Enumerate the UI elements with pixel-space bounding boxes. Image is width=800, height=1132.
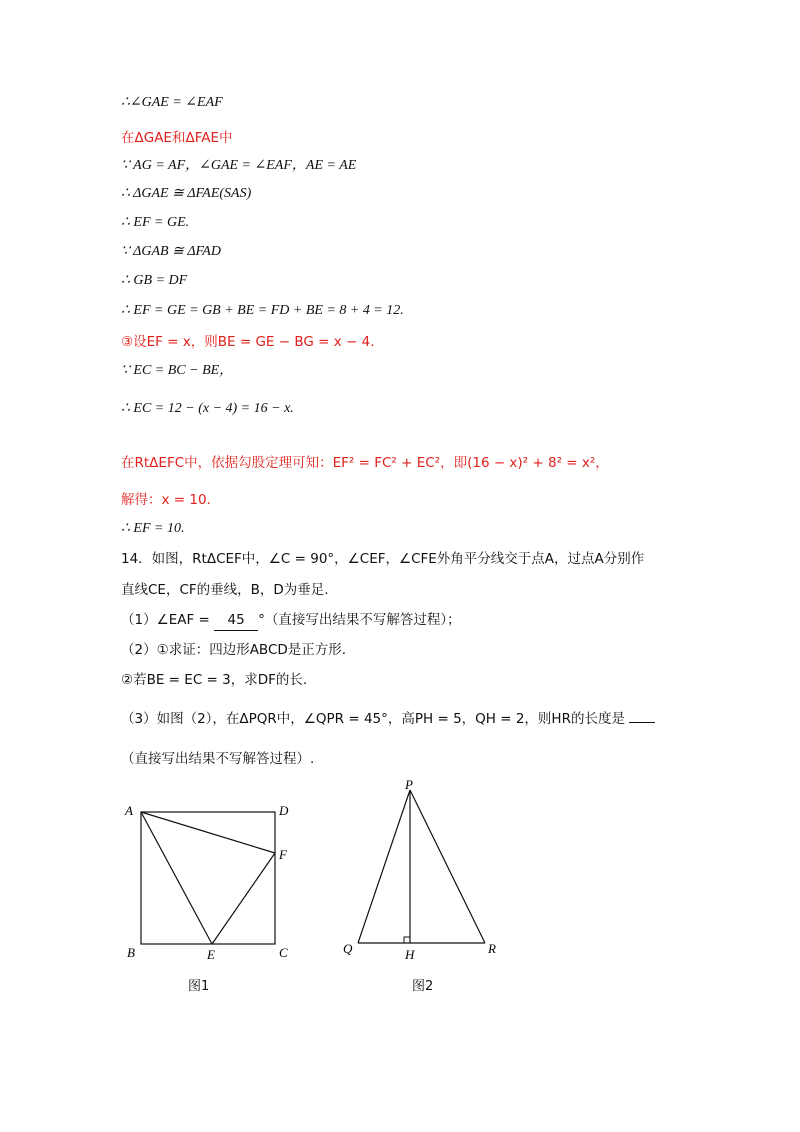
line-12: 在RtΔEFC中，依据勾股定理可知：EF² = FC² + EC²，即(16 − x)² + 8² = x²， <box>121 455 609 471</box>
segment-pq <box>358 790 410 943</box>
segment-ae <box>141 812 212 944</box>
figure-2 <box>335 775 515 965</box>
line-4: ∴ ΔGAE ≅ ΔFAE(SAS) <box>121 186 252 201</box>
line-11: ∴ EC = 12 − (x − 4) = 16 − x. <box>121 401 294 416</box>
figure-1-caption: 图1 <box>188 979 210 994</box>
label-a: A <box>125 803 133 818</box>
question-3 <box>121 708 655 729</box>
problem-line-2: 直线CE，CF的垂线，B，D为垂足. <box>121 582 329 598</box>
line-10: ∵ EC = BC − BE， <box>121 363 234 378</box>
label-c: C <box>279 945 288 960</box>
line-3: ∵ AG = AF，∠GAE = ∠EAF，AE = AE <box>121 158 357 173</box>
label-b: B <box>127 945 135 960</box>
question-3b: （直接写出结果不写解答过程）. <box>121 751 315 767</box>
line-5: ∴ EF = GE. <box>121 215 190 230</box>
question-1-prefix: （1）∠EAF = <box>121 612 215 628</box>
square-abcd <box>141 812 275 944</box>
line-8: ∴ EF = GE = GB + BE = FD + BE = 8 + 4 = 12. <box>121 303 404 318</box>
segment-af <box>141 812 275 853</box>
line-7: ∴ GB = DF <box>121 273 188 288</box>
line-13: 解得：x = 10. <box>121 492 211 508</box>
label-p: P <box>405 777 413 792</box>
question-2b: ②若BE = EC = 3，求DF的长. <box>121 672 308 688</box>
label-r: R <box>488 941 496 956</box>
label-d: D <box>279 803 289 818</box>
segment-ef <box>212 853 275 944</box>
problem-line-1: 14．如图，RtΔCEF中，∠C = 90°，∠CEF，∠CFE外角平分线交于点A，过点A分别作 <box>121 551 645 567</box>
line-6: ∵ ΔGAB ≅ ΔFAD <box>121 244 221 259</box>
line-9: ③设EF = x，则BE = GE − BG = x − 4. <box>121 334 375 350</box>
question-1-answer: 45 <box>214 610 258 631</box>
line-1: ∴∠GAE = ∠EAF <box>121 95 223 110</box>
label-f: F <box>279 847 287 862</box>
right-angle-mark <box>404 937 410 943</box>
figure-1 <box>115 795 305 970</box>
question-3-text: （3）如图（2），在ΔPQR中，∠QPR = 45°，高PH = 5，QH = 2，则HR的长度是 <box>121 711 625 727</box>
label-h: H <box>405 947 415 962</box>
segment-pr <box>410 790 485 943</box>
line-14: ∴ EF = 10. <box>121 521 185 536</box>
question-1 <box>121 610 461 631</box>
label-e: E <box>207 947 215 962</box>
question-2: （2）①求证：四边形ABCD是正方形. <box>121 642 347 658</box>
figure-2-caption: 图2 <box>412 979 434 994</box>
line-2: 在ΔGAE和ΔFAE中 <box>121 130 233 146</box>
question-1-suffix: °（直接写出结果不写解答过程）； <box>258 612 461 628</box>
label-q: Q <box>343 941 353 956</box>
answer-blank <box>629 708 655 723</box>
